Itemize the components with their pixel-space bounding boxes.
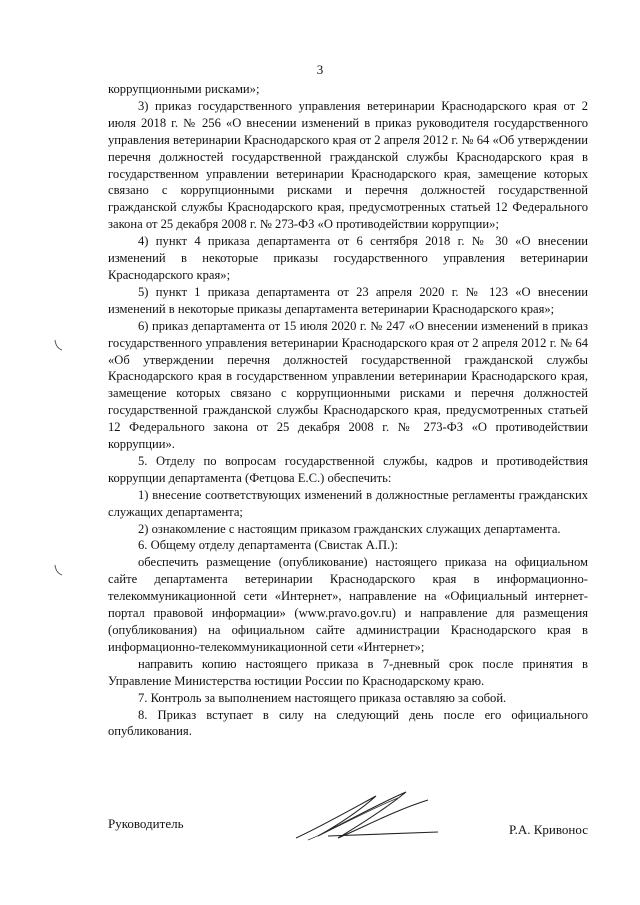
paragraph: 1) внесение соответствующих изменений в должностные регламенты гражданских служащих департамента; xyxy=(108,487,588,519)
margin-mark-icon xyxy=(52,338,66,354)
margin-mark-icon xyxy=(52,563,66,579)
paragraph: 6. Общему отделу департамента (Свистак А.П.): xyxy=(138,538,398,553)
paragraph: 6) приказ департамента от 15 июля 2020 г. № 247 «О внесении изменений в приказ государственного управления ветеринарии Краснодарского края от 2 апреля 2012 г. № 64 «Об утверждении перечня должностей государственной гражданской службы Краснодарского края в государственном управлении ветеринарии Краснодарского края, замещение которых связано с коррупционными рисками и перечня должностей государственной гражданской службы Краснодарского края, предусмотренных статьей 12 Федерального закона от 25 декабря 2008 г. № 273-ФЗ «О противодействии коррупции». xyxy=(108,318,588,452)
page-number: 3 xyxy=(316,62,324,77)
document-body xyxy=(108,81,588,740)
paragraph: 5. Отделу по вопросам государственной службы, кадров и противодействия коррупции департамента (Фетцова Е.С.) обеспечить: xyxy=(108,453,588,485)
paragraph: 2) ознакомление с настоящим приказом гражданских служащих департамента. xyxy=(138,521,561,536)
paragraph: коррупционными рисками»; xyxy=(108,82,260,96)
signatory-title: Руководитель xyxy=(108,816,184,831)
paragraph: 7. Контроль за выполнением настоящего приказа оставляю за собой. xyxy=(138,690,507,705)
paragraph: 8. Приказ вступает в силу на следующий день после его официального опубликования. xyxy=(108,707,588,739)
signature-block xyxy=(108,816,588,856)
paragraph: направить копию настоящего приказа в 7-дневный срок после принятия в Управление Министерства юстиции России по Краснодарскому краю. xyxy=(108,656,588,688)
handwritten-signature-icon xyxy=(288,786,448,846)
paragraph: 4) пункт 4 приказа департамента от 6 сентября 2018 г. № 30 «О внесении изменений в некоторые приказы государственного управления ветеринарии Краснодарского края»; xyxy=(108,234,588,282)
signatory-name: Р.А. Кривонос xyxy=(509,822,588,837)
paragraph: 3) приказ государственного управления ветеринарии Краснодарского края от 2 июля 2018 г. № 256 «О внесении изменений в приказ руководителя государственного управления ветеринарии Краснодарского края от 2 апреля 2012 г. № 64 «Об утверждении перечня должностей государственной гражданской службы Краснодарского края в государственном управлении ветеринарии Краснодарского края, замещение которых связано с коррупционными рисками и перечня должностей государственной гражданской службы Краснодарского края, предусмотренных статьей 12 Федерального закона от 25 декабря 2008 г. № 273-ФЗ «О противодействии коррупции»; xyxy=(108,98,588,232)
paragraph: 5) пункт 1 приказа департамента от 23 апреля 2020 г. № 123 «О внесении изменений в некоторые приказы департамента ветеринарии Краснодарского края»; xyxy=(108,284,588,316)
paragraph: обеспечить размещение (опубликование) настоящего приказа на официальном сайте департамента ветеринарии Краснодарского края в информационно-телекоммуникационной сети «Интернет», направление на «Официальный интернет-портал правовой информации» (www.pravo.gov.ru) и направление для размещения (опубликования) на официальном сайте администрации Краснодарского края в информационно-телекоммуникационной сети «Интернет»; xyxy=(108,555,588,654)
